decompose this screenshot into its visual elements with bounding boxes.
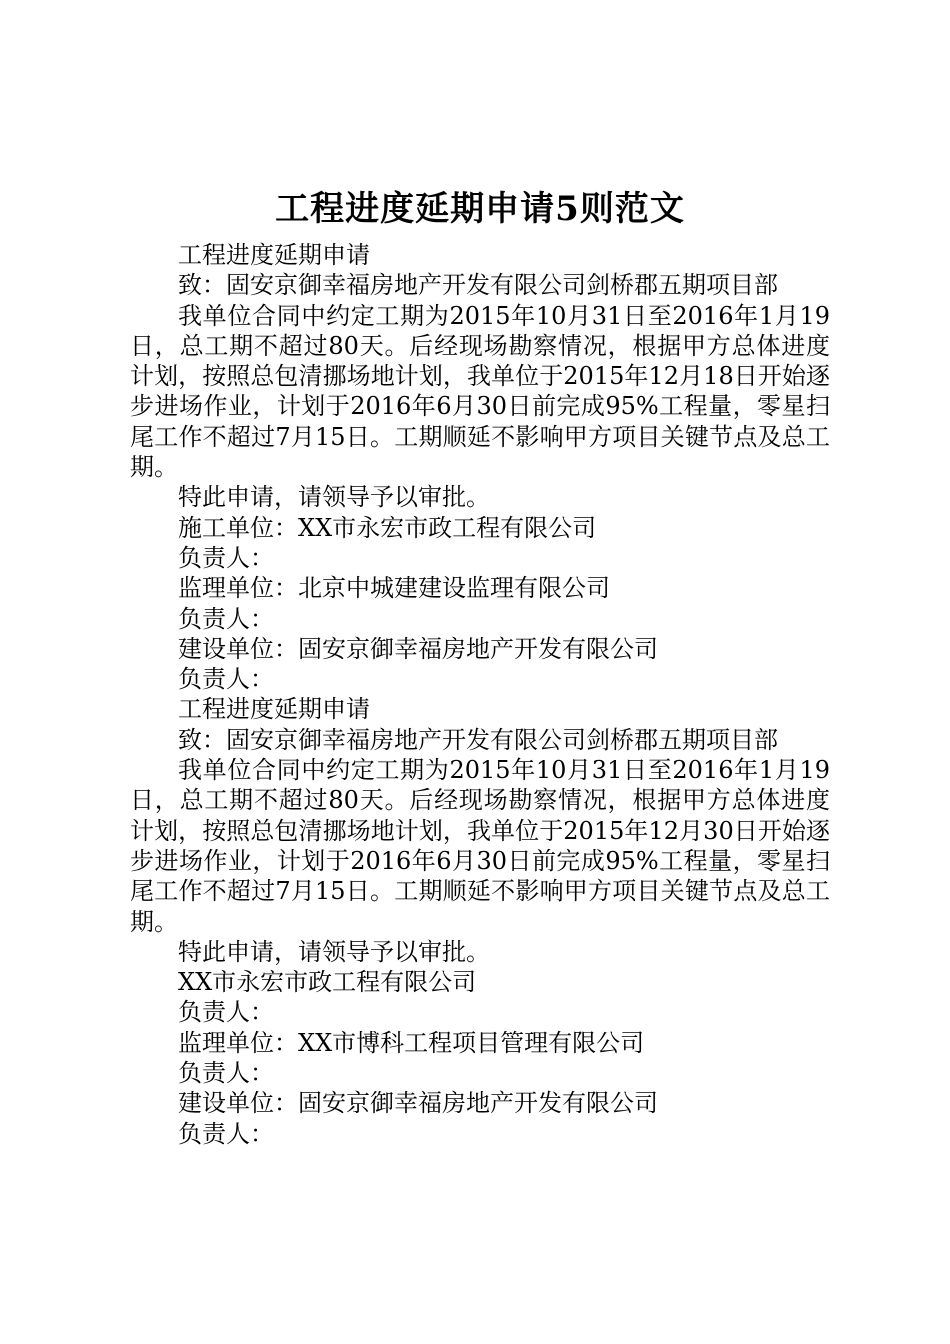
owner-person-line: 负责人：: [178, 665, 274, 694]
closing-line: 特此申请，请领导予以审批。: [178, 937, 490, 966]
owner-person-line: 负责人：: [178, 1119, 274, 1148]
contractor-person-line: 负责人：: [178, 543, 274, 572]
contractor-line: XX市永宏市政工程有限公司: [178, 968, 477, 997]
supervisor-line: 监理单位：北京中城建建设监理有限公司: [178, 574, 610, 603]
document-title: 工程进度延期申请5则范文: [275, 189, 685, 229]
body-paragraph: 我单位合同中约定工期为2015年10月31日至2016年1月19日，总工期不超过80天。后经现场勘察情况，根据甲方总体进度计划，按照总包清挪场地计划，我单位于2015年12月18日开始逐步进场作业，计划于2016年6月30日前完成95%工程量，零星扫尾工作不超过7月15日。工期顺延不影响甲方项目关键节点及总工期。: [130, 301, 830, 482]
application-section-2: [130, 694, 830, 1148]
application-section-1: [130, 240, 830, 694]
owner-line: 建设单位：固安京御幸福房地产开发有限公司: [178, 1089, 658, 1118]
recipient-line: 致：固安京御幸福房地产开发有限公司剑桥郡五期项目部: [178, 271, 778, 300]
body-paragraph: 我单位合同中约定工期为2015年10月31日至2016年1月19日，总工期不超过80天。后经现场勘察情况，根据甲方总体进度计划，按照总包清挪场地计划，我单位于2015年12月30日开始逐步进场作业，计划于2016年6月30日前完成95%工程量，零星扫尾工作不超过7月15日。工期顺延不影响甲方项目关键节点及总工期。: [130, 756, 830, 936]
section-heading: 工程进度延期申请: [178, 695, 370, 724]
section-heading: 工程进度延期申请: [178, 241, 370, 269]
contractor-person-line: 负责人：: [178, 998, 274, 1027]
supervisor-line: 监理单位：XX市博科工程项目管理有限公司: [178, 1028, 645, 1057]
closing-line: 特此申请，请领导予以审批。: [178, 483, 490, 512]
contractor-line: 施工单位：XX市永宏市政工程有限公司: [178, 513, 597, 542]
recipient-line: 致：固安京御幸福房地产开发有限公司剑桥郡五期项目部: [178, 725, 778, 754]
supervisor-person-line: 负责人：: [178, 604, 274, 633]
owner-line: 建设单位：固安京御幸福房地产开发有限公司: [178, 634, 658, 663]
document-page: [130, 186, 830, 1149]
supervisor-person-line: 负责人：: [178, 1059, 274, 1088]
